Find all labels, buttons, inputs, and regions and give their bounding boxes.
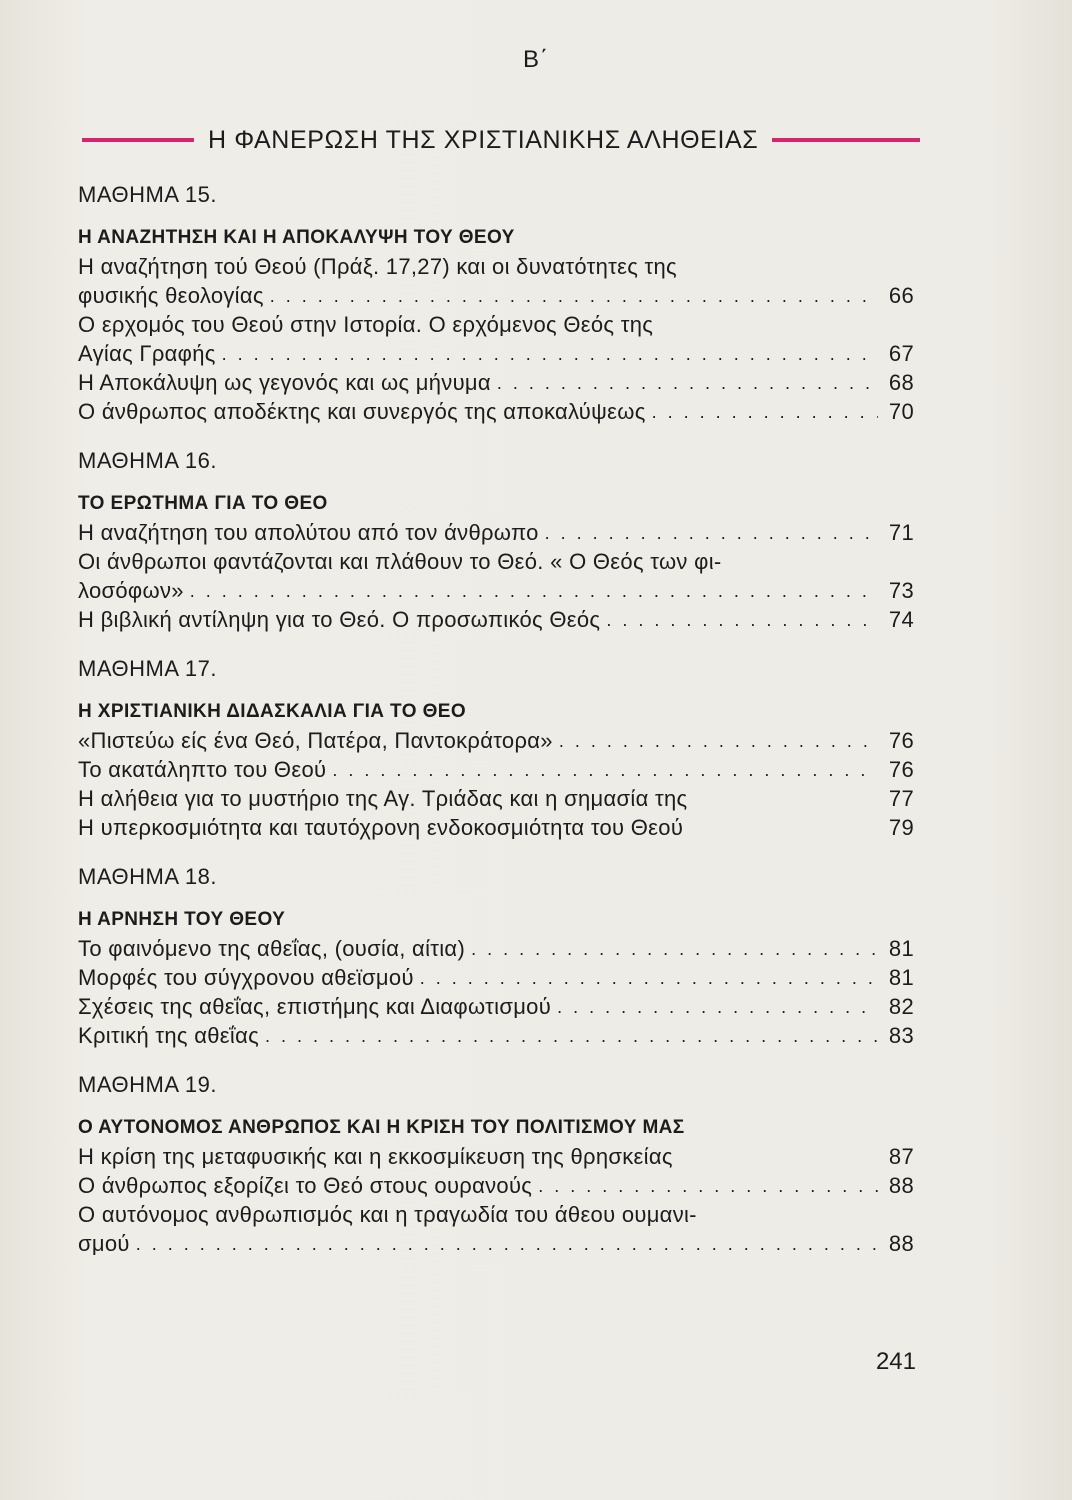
toc-entry (78, 605, 914, 634)
toc-entry-text: Ο αυτόνομος ανθρωπισμός και η τραγωδία του άθεου ουμανι- (78, 1202, 697, 1227)
toc-entry (78, 518, 914, 547)
toc-entry-text: Σχέσεις της αθεΐας, επιστήμης και Διαφωτισμού (78, 994, 552, 1019)
part-title-row (82, 124, 920, 156)
lesson-label: ΜΑΘΗΜΑ 17. (78, 656, 218, 681)
lesson-heading: Η ΑΡΝΗΣΗ ΤΟΥ ΘΕΟΥ (78, 909, 286, 930)
lesson-section (78, 652, 914, 842)
lesson-heading: Η ΧΡΙΣΤΙΑΝΙΚΗ ΔΙΔΑΣΚΑΛΙΑ ΓΙΑ ΤΟ ΘΕΟ (78, 701, 467, 722)
toc-entry (78, 1142, 914, 1171)
toc-entry (78, 339, 914, 368)
toc-entry-text: Αγίας Γραφής (78, 341, 216, 366)
leader-dots (538, 1173, 878, 1200)
toc-entry-text: Ο ερχομός του Θεού στην Ιστορία. Ο ερχόμενος Θεός της (78, 312, 654, 337)
lesson-section (78, 444, 914, 634)
toc-entry-text: Η αναζήτηση τού Θεού (Πράξ. 17,27) και οι δυνατότητες της (78, 254, 677, 279)
leader-dots (497, 370, 878, 397)
toc-page-number: 83 (888, 1023, 914, 1048)
accent-rule-left (82, 138, 194, 142)
toc-entry-text: Κριτική της αθεΐας (78, 1023, 260, 1048)
toc-entry-text: Η αναζήτηση του απολύτου από τον άνθρωπο (78, 520, 539, 545)
lesson-heading: Η ΑΝΑΖΗΤΗΣΗ ΚΑΙ Η ΑΠΟΚΑΛΥΨΗ ΤΟΥ ΘΕΟΥ (78, 227, 515, 248)
toc-entry (78, 281, 914, 310)
leader-dots (332, 757, 878, 784)
toc-page-number: 66 (888, 283, 914, 308)
toc-page-number: 88 (888, 1231, 914, 1256)
toc-entry (78, 963, 914, 992)
toc-entry-text: Μορφές του σύγχρονου αθεϊσμού (78, 965, 414, 990)
leader-dots (190, 578, 878, 605)
toc-entry (78, 755, 914, 784)
part-letter: Β΄ (523, 46, 549, 73)
lesson-label: ΜΑΘΗΜΑ 16. (78, 448, 218, 473)
toc-page-number: 73 (888, 578, 914, 603)
toc-entry-text: Η βιβλική αντίληψη για το Θεό. Ο προσωπικός Θεός (78, 607, 601, 632)
lesson-section (78, 178, 914, 426)
toc-page-number: 76 (888, 757, 914, 782)
lesson-heading: ΤΟ ΕΡΩΤΗΜΑ ΓΙΑ ΤΟ ΘΕΟ (78, 493, 328, 514)
toc-entry-text: Η Αποκάλυψη ως γεγονός και ως μήνυμα (78, 370, 491, 395)
toc-entry-text: φυσικής θεολογίας (78, 283, 264, 308)
table-of-contents (78, 178, 914, 1276)
toc-page-number: 82 (888, 994, 914, 1019)
toc-entry (78, 368, 914, 397)
lesson-section (78, 860, 914, 1050)
toc-page-number: 87 (888, 1144, 914, 1169)
toc-entry (78, 813, 914, 842)
leader-dots (559, 728, 878, 755)
leader-dots (545, 520, 878, 547)
toc-entry-text: Ο άνθρωπος εξορίζει το Θεό στους ουρανούς (78, 1173, 533, 1198)
toc-page-number: 81 (888, 965, 914, 990)
toc-entry-text: σμού (78, 1231, 130, 1256)
lesson-heading: Ο ΑΥΤΟΝΟΜΟΣ ΑΝΘΡΩΠΟΣ ΚΑΙ Η ΚΡΙΣΗ ΤΟΥ ΠΟΛΙΤΙΣΜΟΥ ΜΑΣ (78, 1117, 685, 1138)
toc-entry (78, 397, 914, 426)
toc-entry-text: Οι άνθρωποι φαντάζονται και πλάθουν το Θεό. « Ο Θεός των φι- (78, 549, 722, 574)
lesson-label: ΜΑΘΗΜΑ 18. (78, 864, 218, 889)
toc-entry (78, 934, 914, 963)
toc-entry (78, 1171, 914, 1200)
leader-dots (557, 994, 878, 1021)
leader-dots (652, 399, 878, 426)
toc-page-number: 67 (888, 341, 914, 366)
leader-dots (606, 607, 878, 634)
toc-entry (78, 1229, 914, 1258)
leader-dots (420, 965, 878, 992)
toc-page-number: 71 (888, 520, 914, 545)
leader-dots (270, 283, 878, 310)
toc-entry (78, 992, 914, 1021)
toc-page-number: 79 (888, 815, 914, 840)
leader-dots (265, 1023, 878, 1050)
toc-page-number: 74 (888, 607, 914, 632)
toc-page-number: 70 (888, 399, 914, 424)
lesson-label: ΜΑΘΗΜΑ 15. (78, 182, 218, 207)
toc-page-number: 68 (888, 370, 914, 395)
toc-entry-text: Η κρίση της μεταφυσικής και η εκκοσμίκευση της θρησκείας (78, 1144, 673, 1169)
part-title: Η ΦΑΝΕΡΩΣΗ ΤΗΣ ΧΡΙΣΤΙΑΝΙΚΗΣ ΑΛΗΘΕΙΑΣ (208, 125, 759, 154)
toc-page-number: 81 (888, 936, 914, 961)
page-number: 241 (875, 1348, 916, 1375)
lesson-label: ΜΑΘΗΜΑ 19. (78, 1072, 218, 1097)
toc-entry-text: λοσόφων» (78, 578, 184, 603)
leader-dots (222, 341, 878, 368)
leader-dots (136, 1231, 878, 1258)
toc-page-number: 88 (888, 1173, 914, 1198)
toc-entry (78, 576, 914, 605)
lesson-section (78, 1068, 914, 1258)
toc-entry-text: Η αλήθεια για το μυστήριο της Αγ. Τριάδας και η σημασία της (78, 786, 688, 811)
toc-entry (78, 784, 914, 813)
toc-entry-text: «Πιστεύω είς ένα Θεό, Πατέρα, Παντοκράτορα» (78, 728, 553, 753)
toc-page-number: 76 (888, 728, 914, 753)
toc-entry-text: Το ακατάληπτο του Θεού (78, 757, 327, 782)
toc-entry (78, 1021, 914, 1050)
toc-entry-text: Ο άνθρωπος αποδέκτης και συνεργός της αποκαλύψεως (78, 399, 646, 424)
toc-page-number: 77 (888, 786, 914, 811)
toc-entry-text: Το φαινόμενο της αθεΐας, (ουσία, αίτια) (78, 936, 466, 961)
toc-entry (78, 726, 914, 755)
leader-dots (471, 936, 878, 963)
toc-entry-text: Η υπερκοσμιότητα και ταυτόχρονη ενδοκοσμιότητα του Θεού (78, 815, 684, 840)
accent-rule-right (772, 138, 920, 142)
